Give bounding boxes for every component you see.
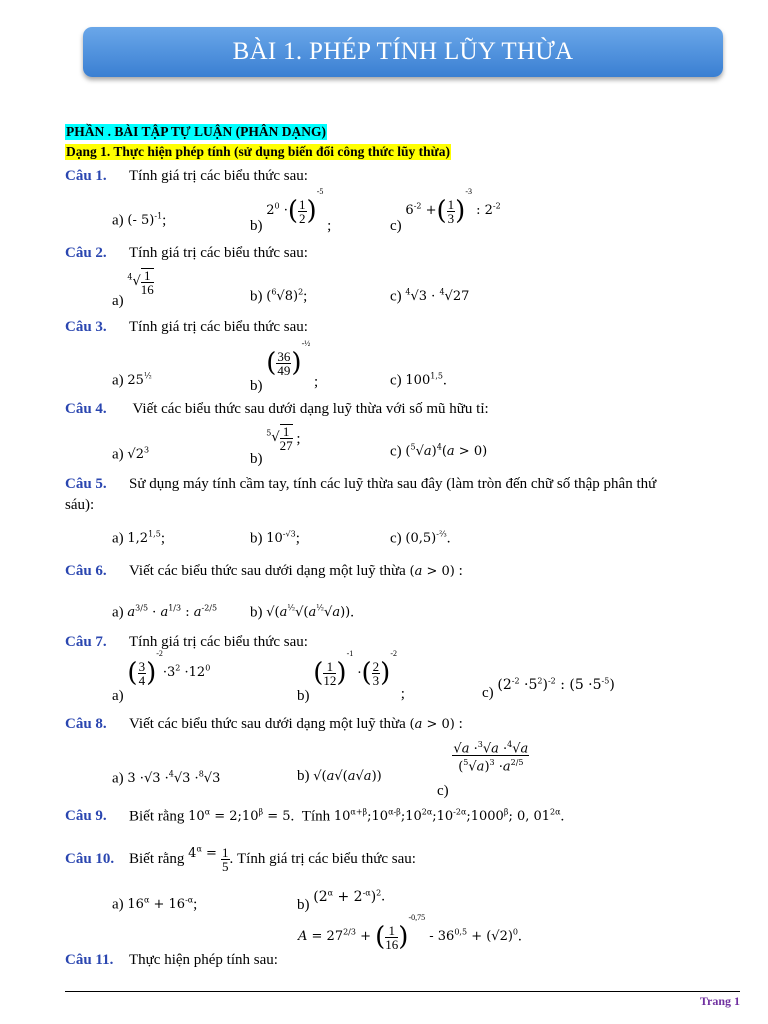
q1-part-b: b) $2^0$ ·( $\frac{1}{2}$ )$^{-5}$ ; — [250, 187, 332, 235]
q1-part-c: c) $6^{-2}$ +( $\frac{1}{3}$ )$^{-3}$ : $2^{-2}$ — [390, 187, 501, 235]
q11-expression: $A = 27^{2/3}$ + ( $\frac{1}{16}$ )$^{-0,75} - 36^{0,5} + (√2)^0$. — [298, 913, 522, 952]
page-number: Trang 1 — [699, 994, 740, 1008]
q7-part-a: a) ( $\frac{3}{4}$ )$^{-2}\cdot 3^2 \cdot 12^0$ — [112, 649, 211, 705]
question-text: Viết các biểu thức sau dưới dạng một luỹ thừa — [129, 563, 406, 579]
question-text: Sử dụng máy tính cầm tay, tính các luỹ thừa sau đây (làm tròn đến chữ số thập phân thứ — [129, 476, 657, 492]
q2-part-a: a) $^4$√ $\frac{1}{16}$ — [112, 268, 154, 310]
title-banner: BÀI 1. PHÉP TÍNH LŨY THỪA — [83, 27, 723, 77]
q5-part-a: a) 1,2$^{1,5}$; — [112, 530, 165, 547]
q2-part-b: b) $(^6√8)^2$; — [250, 288, 308, 305]
question-label: Câu 11. — [65, 952, 114, 968]
question-label: Câu 1. — [65, 168, 107, 184]
q10-part-a: a) $16^\alpha + 16^{-\alpha}$; — [112, 896, 198, 913]
question-text: Tính giá trị các biểu thức sau: — [129, 168, 308, 184]
question-10: Câu 10. Biết rằng $4^\alpha$ = $\frac{1}{5}$ . Tính giá trị các biểu thức sau: — [65, 844, 416, 874]
question-label: Câu 3. — [65, 319, 107, 335]
question-3 — [65, 319, 308, 336]
q4-part-b: b) $^5$√ $\frac{1}{27}$ ; — [250, 424, 301, 468]
question-text: Biết rằng — [129, 808, 185, 825]
question-label: Câu 10. — [65, 850, 115, 867]
question-5 — [65, 474, 745, 516]
question-9: Câu 9. Biết rằng $10^\alpha$ = $2;10^\beta = 5$. Tính $10^{\alpha+\beta};10^{\alpha-\beta};10^{2\alpha};10^{-2\alpha};1000^\beta$; 0, $01^{2\alpha}$. — [65, 808, 565, 825]
q1-part-a: a) (- 5)$^{-1}$; — [112, 212, 167, 229]
question-text: Tính giá trị các biểu thức sau: — [129, 319, 308, 335]
section-heading: PHẦN . BÀI TẬP TỰ LUẬN (PHÂN DẠNG) — [66, 124, 327, 139]
question-7 — [65, 634, 308, 651]
q8-part-b: b) √(a√(a√a)) — [297, 768, 382, 784]
q3-part-b: b) ( $\frac{36}{49}$ )$^{-\frac{1}{2}}$ ; — [250, 339, 319, 395]
question-11 — [65, 952, 278, 969]
q7-part-c: c) $(2^{-2} \cdot 5^2)^{-2}$ : $(5 \cdot 5^{-5})$ — [482, 676, 615, 701]
question-1 — [65, 168, 308, 185]
question-label: Câu 6. — [65, 563, 107, 579]
question-2 — [65, 245, 308, 262]
question-text: Viết các biểu thức sau dưới dạng luỹ thừa với số mũ hữu tỉ: — [129, 401, 489, 417]
q6-part-a: a) $a^{3/5} \cdot a^{1/3}$ : $a^{-2/5}$ — [112, 604, 218, 621]
q7-part-b: b) ( $\frac{1}{12}$ )$^{-1}$ ·( $\frac{2}{3}$ )$^{-2}$ ; — [297, 649, 405, 705]
question-label: Câu 2. — [65, 245, 107, 261]
question-text: Tính giá trị các biểu thức sau: — [129, 634, 308, 650]
question-8: Câu 8. Viết các biểu thức sau dưới dạng một luỹ thừa (a > 0) : — [65, 716, 463, 732]
q4-part-c: c) $(^5√a)^4(a > 0)$ — [390, 443, 488, 460]
question-4 — [65, 401, 489, 418]
q6-part-b: b) $√(a^{\frac{1}{2}}√(a^{\frac{1}{2}}√a))$. — [250, 604, 354, 621]
question-label: Câu 9. — [65, 808, 107, 825]
type-heading: Dạng 1. Thực hiện phép tính (sử dụng biến đổi công thức lũy thừa) — [66, 144, 451, 159]
q5-part-b: b) $10^{-√3}$; — [250, 530, 300, 547]
question-label: Câu 5. — [65, 476, 107, 492]
footer-divider — [65, 991, 740, 992]
question-label: Câu 7. — [65, 634, 107, 650]
q8-part-a: a) 3 ·√3 ·$^4$√3 ·$^8$√3 — [112, 770, 221, 787]
question-text-cont: sáu): — [65, 497, 95, 513]
question-label: Câu 8. — [65, 716, 107, 732]
q4-part-a: a) $√2^3$ — [112, 446, 150, 463]
question-text: Biết rằng — [129, 850, 185, 867]
q3-part-c: c) 100$^{1,5}$. — [390, 372, 447, 389]
question-text: Tính giá trị các biểu thức sau: — [129, 245, 308, 261]
q5-part-c: c) $(0,5)^{-\frac{2}{3}}$. — [390, 530, 451, 547]
question-label: Câu 4. — [65, 401, 107, 417]
q10-part-b: b) $(2^\alpha + 2^{-\alpha})^2$. — [297, 888, 385, 913]
q8-part-c: c) $\frac{√a \cdot^3√a \cdot^4√a}{(^5√a)^3 \cdot a^{2/5}}$ — [437, 740, 529, 800]
q2-part-c: c) $^4$√3 · $^4$√27 — [390, 288, 470, 305]
q3-part-a: a) $25^{\frac{1}{2}}$ — [112, 372, 152, 389]
question-text: Thực hiện phép tính sau: — [129, 952, 278, 968]
question-text: Viết các biểu thức sau dưới dạng một luỹ thừa — [129, 716, 406, 732]
question-6: Câu 6. Viết các biểu thức sau dưới dạng một luỹ thừa (a > 0) : — [65, 563, 463, 579]
